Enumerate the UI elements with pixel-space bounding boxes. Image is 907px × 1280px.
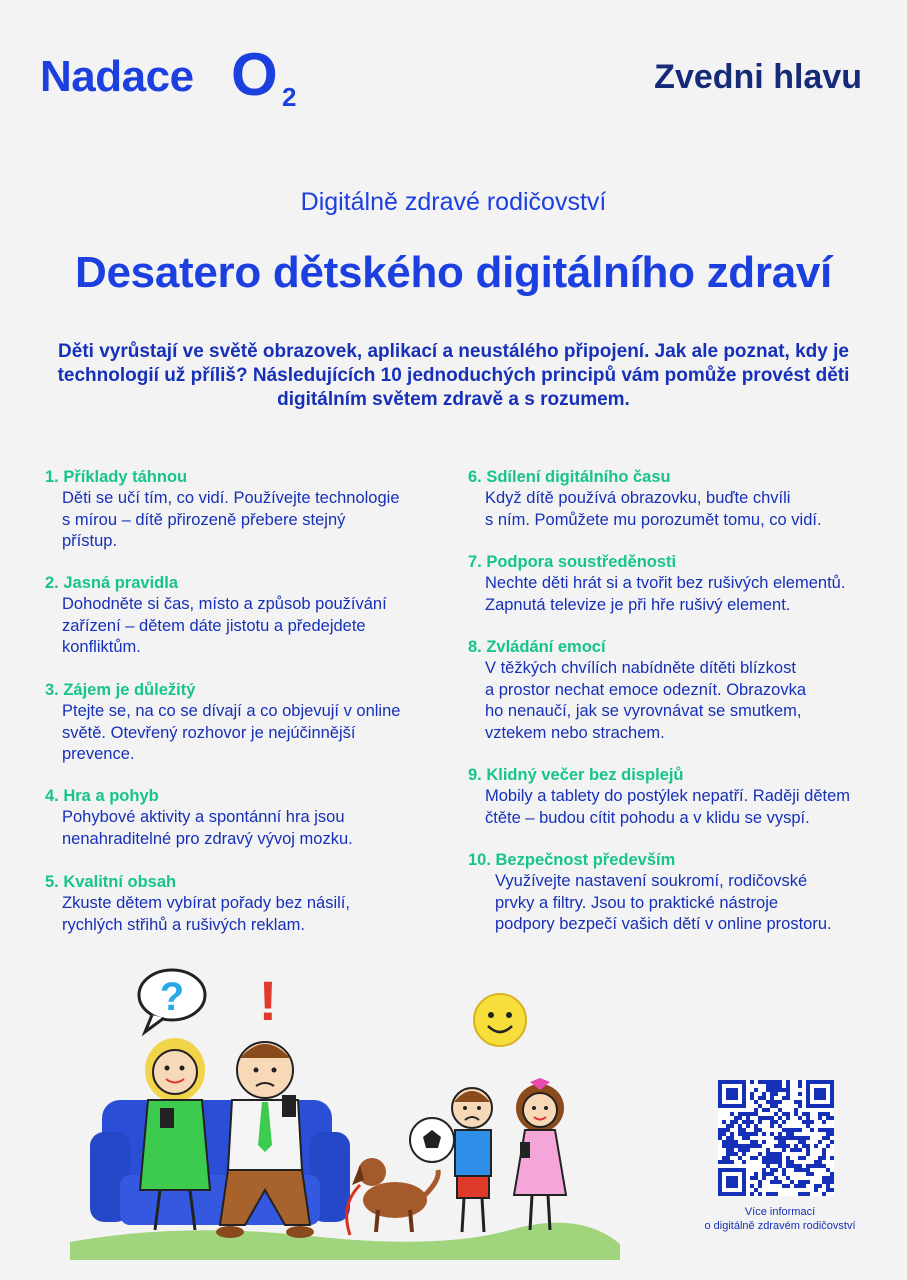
principle-text bbox=[468, 786, 888, 829]
boy-figure bbox=[452, 1088, 492, 1232]
text-line: a prostor nechat emoce odeznít. Obrazovka bbox=[485, 680, 807, 699]
principle-text bbox=[468, 658, 888, 744]
intro-text: Děti vyrůstají ve světě obrazovek, aplikací a neustálého připojení. Jak ale poznat, kdy je technologií už příliš? Následujících 10 jednoduchých principů vám pomůže provést děti digitálním světem zdravě a s rozumem. bbox=[57, 341, 850, 410]
text-line: prvky a filtry. Jsou to praktické nástroje bbox=[495, 893, 779, 912]
qr-code-icon[interactable] bbox=[718, 1080, 834, 1196]
exclamation-icon: ! bbox=[258, 969, 278, 1032]
qr-caption bbox=[690, 1205, 870, 1233]
text-line: nenahraditelné pro zdravý vývoj mozku. bbox=[62, 829, 353, 848]
family-illustration bbox=[60, 960, 630, 1260]
logo-o: O bbox=[231, 41, 278, 108]
principle-5 bbox=[45, 871, 445, 936]
text-line: Ptejte se, na co se dívají a co objevují v online bbox=[62, 702, 401, 720]
text-line: rychlých střihů a rušivých reklam. bbox=[62, 915, 305, 934]
principle-heading: 5. Kvalitní obsah bbox=[45, 873, 177, 891]
principle-6 bbox=[468, 466, 888, 531]
principle-8 bbox=[468, 636, 888, 744]
logo-word: Nadace bbox=[40, 52, 194, 101]
text-line: Dohodněte si čas, místo a způsob používání bbox=[62, 595, 387, 613]
principle-7 bbox=[468, 551, 888, 616]
principle-1 bbox=[45, 466, 445, 553]
page-title: Desatero dětského digitálního zdraví bbox=[75, 248, 832, 297]
principle-4 bbox=[45, 785, 445, 850]
principle-10 bbox=[468, 849, 888, 936]
principle-heading: 7. Podpora soustředěnosti bbox=[468, 553, 677, 571]
text-line: čtěte – budou cítit pohodu a v klidu se vyspí. bbox=[485, 808, 810, 827]
text-line: V těžkých chvílích nabídněte dítěti blízkost bbox=[485, 659, 796, 677]
subtitle: Digitálně zdravé rodičovství bbox=[300, 188, 607, 216]
principle-heading: 3. Zájem je důležitý bbox=[45, 681, 196, 699]
text-line: podpory bezpečí vašich dětí v online prostoru. bbox=[495, 915, 832, 933]
principle-heading: 4. Hra a pohyb bbox=[45, 787, 159, 805]
principle-2 bbox=[45, 572, 445, 659]
text-line: prevence. bbox=[62, 745, 135, 763]
principle-text bbox=[45, 594, 445, 659]
principle-heading: 2. Jasná pravidla bbox=[45, 574, 178, 592]
text-line: vztekem nebo strachem. bbox=[485, 723, 665, 742]
text-line: Nechte děti hrát si a tvořit bez rušivých elementů. bbox=[485, 574, 846, 592]
text-line: ho nenaučí, jak se vyrovnávat se smutkem, bbox=[485, 702, 802, 720]
text-line: s mírou – dítě přirozeně přebere stejný bbox=[62, 510, 346, 529]
principle-heading: 9. Klidný večer bez displejů bbox=[468, 766, 684, 784]
svg-text:?: ? bbox=[159, 975, 185, 1019]
principle-heading: 6. Sdílení digitálního času bbox=[468, 468, 671, 486]
girl-figure bbox=[514, 1078, 566, 1230]
text-line: zařízení – dětem dáte jistotu a předejdete bbox=[62, 616, 366, 635]
principle-text bbox=[468, 573, 888, 616]
question-bubble-icon bbox=[139, 970, 205, 1032]
logo-subscript: 2 bbox=[282, 82, 297, 112]
principle-heading: 1. Příklady táhnou bbox=[45, 468, 188, 486]
text-line: Zapnutá televize je při hře rušivý element. bbox=[485, 595, 791, 614]
text-line: s ním. Pomůžete mu porozumět tomu, co vidí. bbox=[485, 510, 822, 529]
qr-caption-line: o digitálně zdravém rodičovství bbox=[704, 1220, 856, 1232]
principle-text bbox=[45, 488, 445, 553]
soccer-ball-icon bbox=[410, 1118, 454, 1162]
qr-caption-line: Více informací bbox=[744, 1206, 816, 1218]
text-line: Pohybové aktivity a spontánní hra jsou bbox=[62, 808, 345, 826]
principle-text bbox=[468, 488, 888, 531]
principle-text bbox=[45, 701, 445, 766]
text-line: Když dítě používá obrazovku, buďte chvíli bbox=[485, 489, 791, 507]
principle-heading: 10. Bezpečnost především bbox=[468, 851, 676, 869]
text-line: světě. Otevřený rozhovor je nejúčinnější bbox=[62, 723, 356, 742]
smiley-icon bbox=[474, 994, 526, 1046]
principle-9 bbox=[468, 764, 888, 829]
text-line: přístup. bbox=[62, 532, 118, 550]
principle-text bbox=[468, 871, 888, 936]
dog-figure bbox=[347, 1158, 439, 1235]
principle-3 bbox=[45, 679, 445, 766]
text-line: konfliktům. bbox=[62, 638, 141, 656]
nadace-o2-logo bbox=[40, 40, 320, 110]
sofa bbox=[90, 1100, 350, 1225]
slogan: Zvedni hlavu bbox=[654, 58, 862, 96]
principle-text bbox=[45, 807, 445, 850]
text-line: Využívejte nastavení soukromí, rodičovské bbox=[495, 872, 808, 890]
grass bbox=[70, 1223, 620, 1260]
text-line: Děti se učí tím, co vidí. Používejte technologie bbox=[62, 489, 400, 507]
text-line: Mobily a tablety do postýlek nepatří. Raději dětem bbox=[485, 787, 851, 805]
principle-heading: 8. Zvládání emocí bbox=[468, 638, 606, 656]
text-line: Zkuste dětem vybírat pořady bez násilí, bbox=[62, 894, 350, 912]
principle-text bbox=[45, 893, 445, 936]
